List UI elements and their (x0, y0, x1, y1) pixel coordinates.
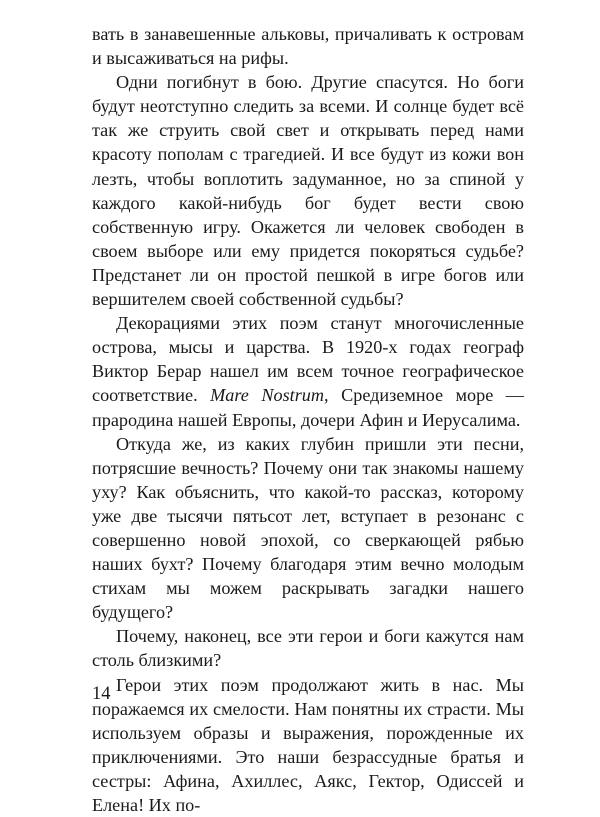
body-text (92, 22, 524, 817)
paragraph-settings (92, 311, 524, 431)
paragraph-closeness: Почему, наконец, все эти герои и боги кажутся нам столь близкими? (92, 626, 524, 671)
page-number: 14 (92, 684, 111, 704)
paragraph-settings-text-end: , Средиземное море — прародина нашей Европы, дочери Афин и Иерусалима. (92, 385, 524, 430)
paragraph-heroes: Герои этих поэм продолжают жить в нас. Мы поражаемся их смелости. Нам понятны их страсти. Мы используем образы и выражения, порожденные их приключениями. Это наши безрассудные братья и сестры: Афина, Ахиллес, Аякс, Гектор, Одиссей и Елена! Их по- (92, 674, 524, 815)
mare-nostrum-italic: Mare Nostrum (210, 385, 325, 406)
paragraph-continuation: вать в занавешенные альковы, причаливать к островам и высаживаться на рифы. (92, 24, 524, 69)
paragraph-settings-text-start: Декорациями этих поэм станут многочисленные острова, мысы и царства. В 1920-х годах географ Виктор Берар нашел им всем точное географическое соответствие. (92, 313, 524, 406)
paragraph-gods-and-fate: Одни погибнут в бою. Другие спасутся. Но боги будут неотступно следить за всеми. И солнце будет всё так же струить свой свет и открывать перед нами красоту пополам с трагедией. И все будут из кожи вон лезть, чтобы воплотить задуманное, но за спиной у каждого какой-нибудь бог будет вести свою собственную игру. Окажется ли человек свободен в своем выборе или ему придется покоряться судьбе? Предстанет ли он простой пешкой в игре богов или вершителем своей собственной судьбы? (92, 72, 524, 310)
paragraph-origins: Откуда же, из каких глубин пришли эти песни, потрясшие вечность? Почему они так знакомы нашему уху? Как объяснить, что какой-то рассказ, которому уже две тысячи пятьсот лет, вступает в резонанс с совершенно новой эпохой, со сверкающей рябью наших бухт? Почему благодаря этим вечно молодым стихам мы можем раскрывать загадки нашего будущего? (92, 433, 524, 623)
